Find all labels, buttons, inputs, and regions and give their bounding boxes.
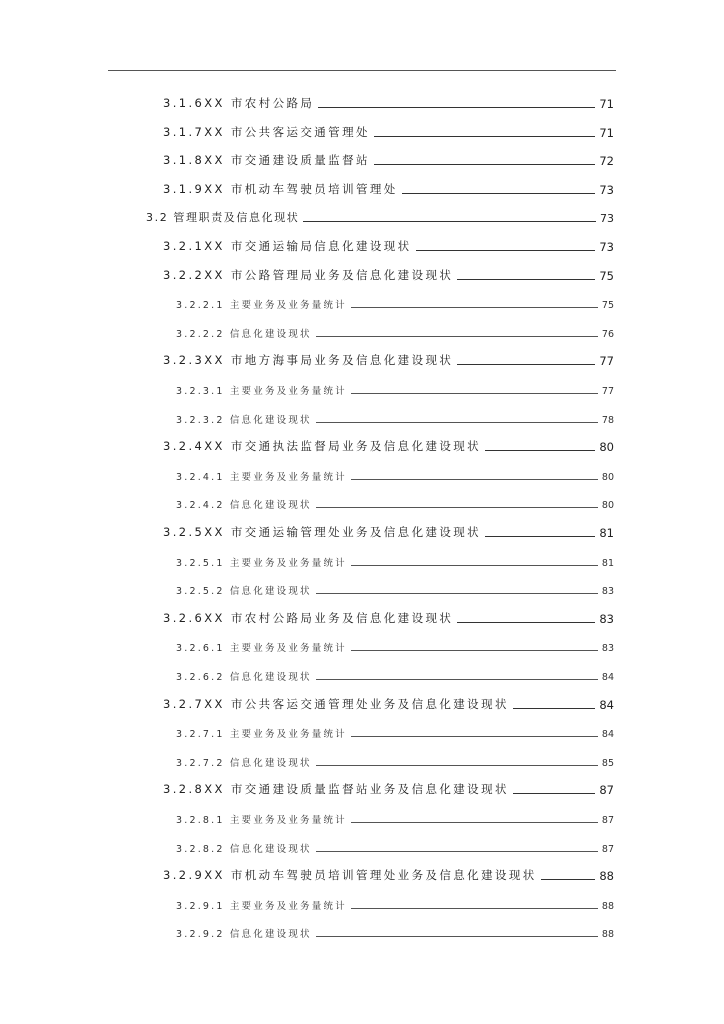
toc-entry-page-number: 73 (599, 240, 614, 254)
toc-entry-title: 3.2.5XX 市交通运输管理处业务及信息化建设现状 (163, 525, 482, 539)
toc-entry-title: 3.2.2.1 主要业务及业务量统计 (176, 300, 347, 312)
toc-entry[interactable] (163, 865, 614, 883)
toc-entry[interactable] (163, 694, 614, 712)
toc-entry-page-number: 81 (599, 526, 614, 540)
toc-entry[interactable] (163, 522, 614, 540)
toc-leader-line (457, 622, 595, 623)
toc-entry-title: 3.2.8.2 信息化建设现状 (176, 843, 312, 855)
toc-entry[interactable] (176, 322, 614, 340)
toc-entry-title: 3.2.4.1 主要业务及业务量统计 (176, 471, 347, 483)
toc-leader-line (303, 221, 596, 222)
toc-entry-title: 3.1.9XX 市机动车驾驶员培训管理处 (163, 181, 398, 196)
toc-leader-line (316, 593, 598, 594)
toc-leader-line (316, 936, 598, 937)
toc-entry-page-number: 87 (601, 815, 614, 826)
toc-entry[interactable] (176, 293, 614, 311)
toc-leader-line (316, 422, 598, 423)
toc-leader-line (316, 851, 598, 852)
toc-entry[interactable] (176, 722, 614, 740)
toc-entry-page-number: 85 (601, 757, 614, 769)
toc-leader-line (402, 193, 596, 194)
toc-entry-title: 3.2.7XX 市公共客运交通管理处业务及信息化建设现状 (163, 696, 509, 711)
toc-entry-title: 3.2 管理职责及信息化现状 (146, 211, 300, 225)
toc-entry-page-number: 77 (601, 386, 614, 397)
toc-entry[interactable] (163, 779, 614, 797)
toc-entry[interactable] (176, 465, 614, 483)
toc-leader-line (485, 450, 595, 451)
toc-entry[interactable] (176, 551, 614, 569)
toc-entry[interactable] (163, 150, 614, 168)
toc-leader-line (351, 479, 598, 480)
toc-entry-page-number: 72 (599, 154, 614, 169)
toc-entry[interactable] (176, 808, 614, 826)
toc-entry-title: 3.2.8.1 主要业务及业务量统计 (176, 815, 347, 826)
toc-entry[interactable] (176, 379, 614, 397)
toc-entry-title: 3.2.1XX 市交通运输局信息化建设现状 (163, 239, 412, 253)
toc-leader-line (351, 822, 598, 823)
toc-leader-line (374, 136, 595, 137)
toc-entry-title: 3.2.9.1 主要业务及业务量统计 (176, 900, 347, 912)
toc-leader-line (541, 879, 596, 880)
toc-entry-title: 3.2.5.2 信息化建设现状 (176, 586, 312, 598)
toc-leader-line (513, 708, 595, 709)
toc-entry-page-number: 77 (599, 354, 614, 369)
toc-entry-title: 3.2.2.2 信息化建设现状 (176, 328, 312, 340)
toc-entry-page-number: 84 (599, 697, 614, 712)
toc-entry-title: 3.2.3XX 市地方海事局业务及信息化建设现状 (163, 353, 454, 368)
toc-leader-line (485, 536, 595, 537)
toc-entry-page-number: 88 (599, 869, 614, 884)
toc-entry-title: 3.2.7.2 信息化建设现状 (176, 757, 312, 769)
toc-leader-line (457, 364, 595, 365)
toc-entry-title: 3.2.5.1 主要业务及业务量统计 (176, 557, 347, 569)
toc-entry[interactable] (163, 608, 614, 626)
toc-entry-title: 3.2.3.1 主要业务及业务量统计 (176, 386, 347, 397)
toc-entry-title: 3.2.9XX 市机动车驾驶员培训管理处业务及信息化建设现状 (163, 868, 537, 883)
toc-entry-page-number: 73 (599, 182, 614, 197)
toc-entry-title: 3.2.6XX 市农村公路局业务及信息化建设现状 (163, 610, 454, 625)
toc-leader-line (351, 736, 598, 737)
toc-entry[interactable] (176, 636, 614, 654)
toc-entry[interactable] (163, 265, 614, 283)
toc-entry[interactable] (163, 436, 614, 454)
toc-entry-title: 3.2.2XX 市公路管理局业务及信息化建设现状 (163, 267, 454, 282)
toc-entry-page-number: 84 (601, 729, 614, 741)
toc-entry-page-number: 71 (599, 97, 614, 111)
toc-entry[interactable] (176, 751, 614, 769)
toc-entry-page-number: 84 (601, 672, 614, 683)
toc-entry[interactable] (176, 665, 614, 683)
toc-entry[interactable] (176, 579, 614, 597)
toc-entry[interactable] (176, 837, 614, 855)
toc-entry-page-number: 71 (599, 125, 614, 140)
toc-entry[interactable] (176, 922, 614, 940)
toc-entry-page-number: 75 (601, 300, 614, 312)
toc-entry-page-number: 80 (599, 440, 614, 455)
toc-entry-title: 3.2.7.1 主要业务及业务量统计 (176, 729, 347, 741)
toc-entry-page-number: 78 (601, 414, 614, 426)
toc-leader-line (351, 908, 598, 909)
toc-leader-line (374, 164, 595, 165)
toc-leader-line (416, 250, 596, 251)
toc-entry-title: 3.2.3.2 信息化建设现状 (176, 414, 312, 426)
toc-entry-title: 3.2.8XX 市交通建设质量监督站业务及信息化建设现状 (163, 782, 509, 797)
toc-entry[interactable] (163, 93, 614, 111)
toc-entry-page-number: 83 (601, 643, 614, 655)
toc-entry-title: 3.1.8XX 市交通建设质量监督站 (163, 153, 370, 168)
toc-entry[interactable] (176, 894, 614, 912)
toc-entry[interactable] (163, 236, 614, 254)
toc-entry[interactable] (163, 179, 614, 197)
toc-entry-page-number: 81 (601, 557, 614, 569)
toc-leader-line (457, 279, 595, 280)
toc-entry-title: 3.2.6.2 信息化建设现状 (176, 672, 312, 683)
toc-entry-title: 3.2.9.2 信息化建设现状 (176, 929, 312, 941)
toc-leader-line (513, 793, 595, 794)
toc-entry-page-number: 83 (599, 611, 614, 626)
toc-leader-line (318, 107, 595, 108)
toc-entry-title: 3.1.7XX 市公共客运交通管理处 (163, 124, 370, 139)
toc-leader-line (316, 679, 598, 680)
toc-entry[interactable] (146, 207, 614, 225)
toc-leader-line (316, 507, 598, 508)
toc-leader-line (351, 307, 598, 308)
toc-entry[interactable] (163, 122, 614, 140)
toc-entry-page-number: 76 (601, 328, 614, 340)
toc-leader-line (351, 565, 598, 566)
toc-entry[interactable] (176, 493, 614, 511)
toc-entry-title: 3.2.6.1 主要业务及业务量统计 (176, 643, 347, 655)
toc-entry-page-number: 75 (599, 268, 614, 283)
toc-entry-page-number: 87 (601, 843, 614, 855)
toc-leader-line (351, 650, 598, 651)
toc-leader-line (351, 393, 598, 394)
toc-entry-page-number: 87 (599, 783, 614, 798)
toc-entry-page-number: 88 (601, 900, 614, 912)
toc-leader-line (316, 336, 598, 337)
toc-entry-title: 3.1.6XX 市农村公路局 (163, 96, 315, 110)
toc-entry-title: 3.2.4.2 信息化建设现状 (176, 500, 312, 512)
toc-entry-page-number: 88 (601, 929, 614, 941)
toc-entry-title: 3.2.4XX 市交通执法监督局业务及信息化建设现状 (163, 439, 482, 454)
toc-entry-page-number: 73 (600, 212, 614, 226)
toc-entry-page-number: 80 (601, 471, 614, 483)
toc-entry-page-number: 83 (601, 586, 614, 598)
toc-entry[interactable] (176, 408, 614, 426)
toc-entry-page-number: 80 (601, 500, 614, 512)
toc-entry[interactable] (163, 350, 614, 368)
toc-leader-line (316, 765, 598, 766)
